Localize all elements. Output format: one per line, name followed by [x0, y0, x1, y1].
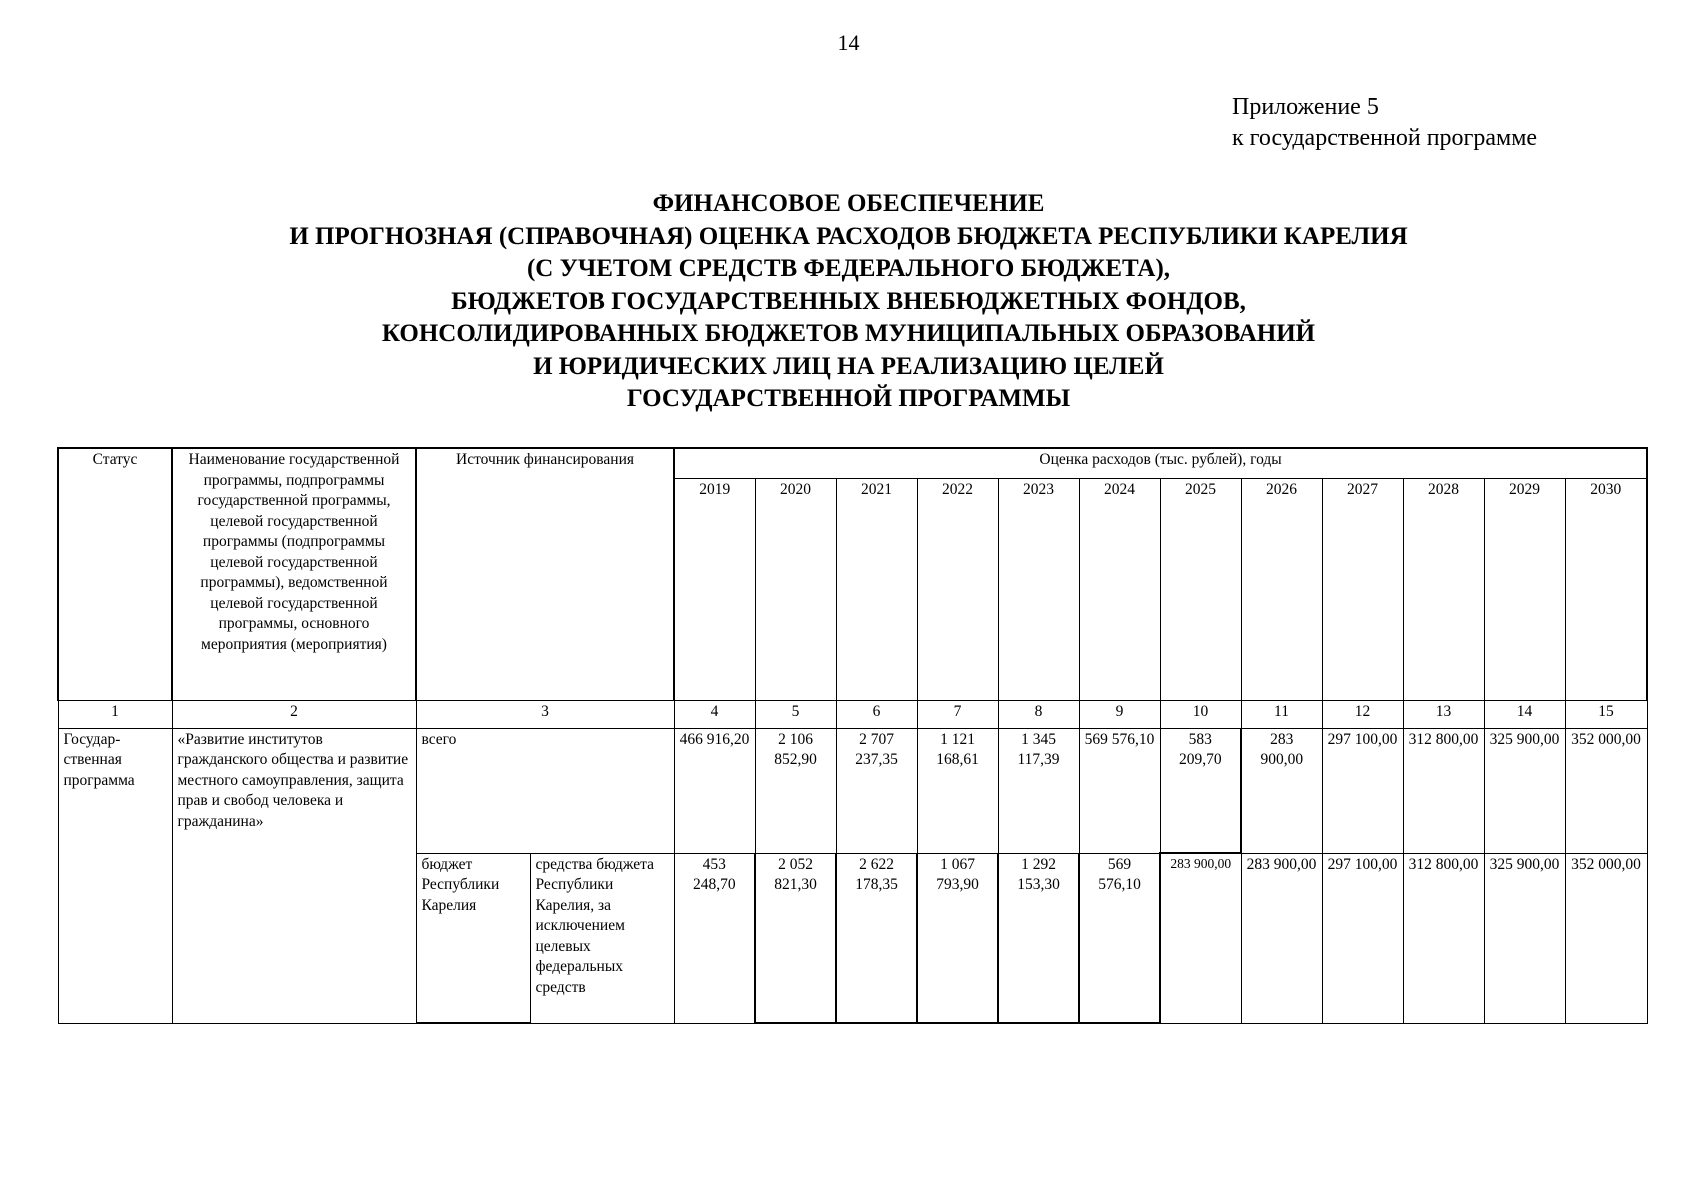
column-number: 5: [755, 700, 836, 728]
source-main-cell: бюджет Республики Карелия: [416, 853, 530, 1023]
value-cell: 1 067 793,90: [917, 853, 998, 1023]
year-header: 2019: [674, 478, 755, 700]
title-line: И ЮРИДИЧЕСКИХ ЛИЦ НА РЕАЛИЗАЦИЮ ЦЕЛЕЙ: [533, 352, 1164, 380]
value-cell: 297 100,00: [1322, 853, 1403, 1023]
value-cell: 352 000,00: [1565, 728, 1647, 853]
value-cell: 2 052 821,30: [755, 853, 836, 1023]
appendix-line-2: к государственной программе: [1232, 125, 1538, 151]
year-header: 2024: [1079, 478, 1160, 700]
title-line: ФИНАНСОВОЕ ОБЕСПЕЧЕНИЕ: [652, 190, 1045, 217]
value-cell: 2 707 237,35: [836, 728, 917, 853]
column-number: 3: [416, 700, 674, 728]
value-cell: 569 576,10: [1079, 853, 1160, 1023]
value-cell: 352 000,00: [1565, 853, 1647, 1023]
column-number: 6: [836, 700, 917, 728]
header-estimate: Оценка расходов (тыс. рублей), годы: [674, 448, 1647, 478]
title-line: (С УЧЕТОМ СРЕДСТВ ФЕДЕРАЛЬНОГО БЮДЖЕТА),: [526, 255, 1171, 282]
value-cell: 569 576,10: [1079, 728, 1160, 853]
title-line: И ПРОГНОЗНАЯ (СПРАВОЧНАЯ) ОЦЕНКА РАСХОДОВ БЮДЖЕТА РЕСПУБЛИКИ КАРЕЛИЯ: [289, 222, 1408, 250]
value-cell: 297 100,00: [1322, 728, 1403, 853]
table-row: [58, 728, 1647, 853]
value-cell: 583 209,70: [1160, 728, 1241, 853]
year-header: 2025: [1160, 478, 1241, 700]
year-header: 2023: [998, 478, 1079, 700]
program-name-cell: «Развитие институтов гражданского общества и развитие местного самоуправления, защита прав и свобод человека и гражданина»: [172, 728, 416, 1023]
value-cell: 312 800,00: [1403, 728, 1484, 853]
year-header: 2026: [1241, 478, 1322, 700]
column-number: 11: [1241, 700, 1322, 728]
value-cell: 283 900,00: [1241, 853, 1322, 1023]
column-number: 14: [1484, 700, 1565, 728]
header-name: Наименование государственной программы, подпрограммы государственной программы, целевой государственной программы (подпрограммы целевой государственной программы), ведомственной целевой государственной программы, основного мероприятия (мероприятия): [172, 448, 416, 700]
value-cell: 1 121 168,61: [917, 728, 998, 853]
column-number: 10: [1160, 700, 1241, 728]
value-cell: 2 622 178,35: [836, 853, 917, 1023]
year-header: 2020: [755, 478, 836, 700]
financing-table: [57, 447, 1648, 1024]
appendix-line-1: Приложение 5: [1232, 94, 1379, 120]
title-line: КОНСОЛИДИРОВАННЫХ БЮДЖЕТОВ МУНИЦИПАЛЬНЫХ ОБРАЗОВАНИЙ: [381, 320, 1316, 347]
year-header: 2030: [1565, 478, 1647, 700]
year-header: 2029: [1484, 478, 1565, 700]
value-cell: 2 106 852,90: [755, 728, 836, 853]
title-line: ГОСУДАРСТВЕННОЙ ПРОГРАММЫ: [626, 385, 1071, 412]
title-line: БЮДЖЕТОВ ГОСУДАРСТВЕННЫХ ВНЕБЮДЖЕТНЫХ ФОНДОВ,: [451, 287, 1246, 315]
year-header: 2021: [836, 478, 917, 700]
column-number: 12: [1322, 700, 1403, 728]
value-cell: 1 292 153,30: [998, 853, 1079, 1023]
year-header: 2022: [917, 478, 998, 700]
value-cell: 1 345 117,39: [998, 728, 1079, 853]
source-detail-cell: средства бюджета Республики Карелия, за исключением целевых федеральных средств: [530, 853, 674, 1023]
page-number: 14: [837, 30, 860, 55]
value-cell: 325 900,00: [1484, 853, 1565, 1023]
value-cell: 325 900,00: [1484, 728, 1565, 853]
column-number: 13: [1403, 700, 1484, 728]
status-cell: Государ-ственная программа: [58, 728, 172, 1023]
header-status: Статус: [58, 448, 172, 700]
document-title: [0, 188, 1697, 416]
source-total-cell: всего: [416, 728, 674, 853]
column-number: 8: [998, 700, 1079, 728]
year-header: 2028: [1403, 478, 1484, 700]
column-number: 1: [58, 700, 172, 728]
column-number: 7: [917, 700, 998, 728]
value-cell: 283 900,00: [1160, 853, 1241, 1023]
column-number: 9: [1079, 700, 1160, 728]
column-number: 15: [1565, 700, 1647, 728]
value-cell: 283 900,00: [1241, 728, 1322, 853]
value-cell: 453 248,70: [674, 853, 755, 1023]
column-number: 4: [674, 700, 755, 728]
column-number: 2: [172, 700, 416, 728]
appendix-note: [1232, 92, 1537, 154]
header-source: Источник финансирования: [416, 448, 674, 700]
value-cell: 312 800,00: [1403, 853, 1484, 1023]
value-cell: 466 916,20: [674, 728, 755, 853]
year-header: 2027: [1322, 478, 1403, 700]
